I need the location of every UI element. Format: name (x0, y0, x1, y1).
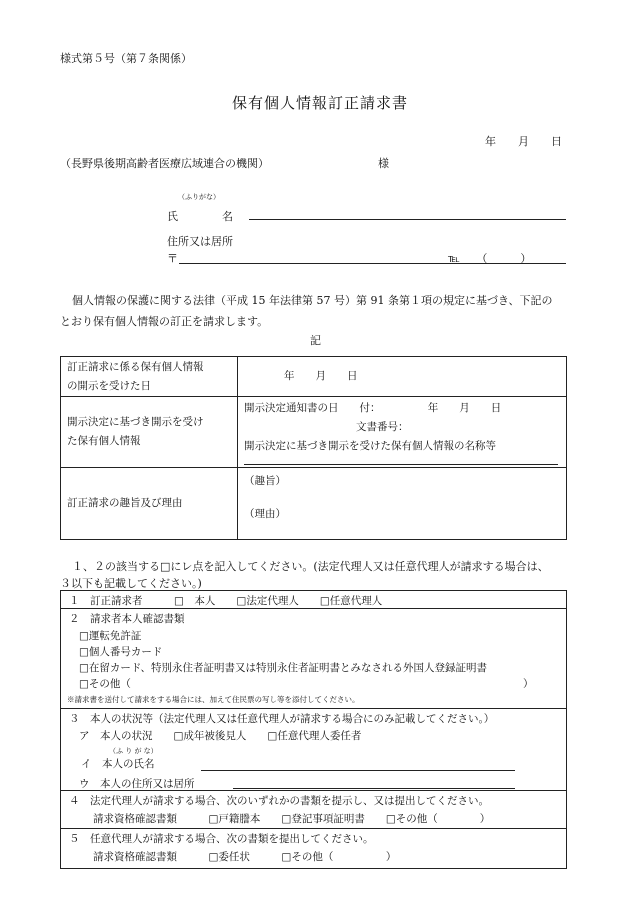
section-1[interactable]: １ 訂正請求者 □ 本人 □法定代理人 □任意代理人 (69, 595, 383, 607)
section-3-head: ３ 本人の状況等（法定代理人又は任意代理人が請求する場合にのみ記載してください。） (69, 713, 495, 725)
form-number: 様式第５号（第７条関係） (60, 52, 192, 65)
intro-line-2: とおり保有個人情報の訂正を請求します。 (60, 315, 269, 328)
section-3-row (61, 708, 566, 791)
section-5-docs[interactable]: 請求資格確認書類 □委任状 □その他（ ） (93, 851, 397, 863)
instructions-line-1: １、２の該当する□にレ点を記入してください。(法定代理人又は任意代理人が請求する場合は、 (72, 560, 549, 573)
section-4-docs[interactable]: 請求資格確認書類 □戸籍謄本 □登記事項証明書 □その他（ ） (93, 813, 491, 825)
section-4-row (61, 790, 566, 829)
addressee: （長野県後期高齢者医療広域連合の機関） (60, 157, 269, 170)
intro-line-1: 個人情報の保護に関する法律（平成 15 年法律第 57 号）第 91 条第１項の規定に基づき、下記の (72, 294, 553, 307)
received-date-label: 訂正請求に係る保有個人情報 の開示を受けた日 (61, 357, 238, 397)
disclosed-info-label: 開示決定に基づき開示を受け た保有個人情報 (61, 397, 238, 468)
purpose-reason-label: 訂正請求の趣旨及び理由 (61, 468, 238, 540)
checkbox-my-number-card[interactable]: □個人番号カード (79, 646, 163, 658)
section-3-name-label: イ 本人の氏名 (81, 758, 155, 770)
tel-label: ℡ （ ） (448, 252, 532, 265)
section-2-head: ２ 請求者本人確認書類 (69, 613, 185, 625)
checkbox-drivers-license[interactable]: □運転免許証 (79, 630, 142, 642)
section-5-row (61, 828, 566, 868)
address-label: 住所又は居所 (167, 235, 233, 248)
section-2-note: ※請求書を送付して請求をする場合には、加えて住民票の写し等を添付してください。 (67, 695, 360, 704)
section-3-furigana: （ふ り が な） (109, 747, 158, 755)
furigana-label: （ふりがな） (178, 193, 220, 201)
page-title: 保有個人情報訂正請求書 (232, 94, 409, 112)
section-4-head: ４ 法定代理人が請求する場合、次のいずれかの書類を提示し、又は提出してください。 (69, 795, 489, 807)
other-close-paren: ） (523, 678, 534, 690)
received-date-value[interactable]: 年 月 日 (238, 357, 567, 397)
section-3-address-label: ウ 本人の住所又は居所 (79, 778, 195, 790)
name-field[interactable] (249, 219, 566, 220)
instructions-line-2: ３以下も記載してください。) (60, 577, 202, 590)
postal-mark: 〒 (167, 252, 178, 265)
section-3-address-field[interactable] (233, 788, 515, 789)
checkbox-residence-card[interactable]: □在留カード、特別永住者証明書又は特別永住者証明書とみなされる外国人登録証明書 (79, 662, 487, 674)
ki-heading: 記 (310, 334, 321, 347)
date-line: 年 月 日 (485, 135, 562, 148)
request-details-table (60, 356, 567, 540)
section-2-row (61, 608, 566, 709)
section-1-row (61, 591, 566, 609)
checklist-box (60, 590, 567, 869)
section-3-name-field[interactable] (201, 770, 515, 771)
section-5-head: ５ 任意代理人が請求する場合、次の書類を提出してください。 (69, 833, 374, 845)
purpose-reason-value[interactable]: （趣旨） （理由） (238, 468, 567, 540)
section-3-status[interactable]: ア 本人の状況 □成年被後見人 □任意代理人委任者 (79, 730, 362, 742)
name-label: 氏 名 (167, 210, 233, 223)
checkbox-other[interactable]: □その他（ (79, 678, 131, 690)
disclosed-info-value[interactable]: 開示決定通知書の日 付： 年 月 日 文書番号： 開示決定に基づき開示を受けた保有個人情報の名称等 (238, 397, 567, 468)
addressee-suffix: 様 (378, 157, 389, 170)
